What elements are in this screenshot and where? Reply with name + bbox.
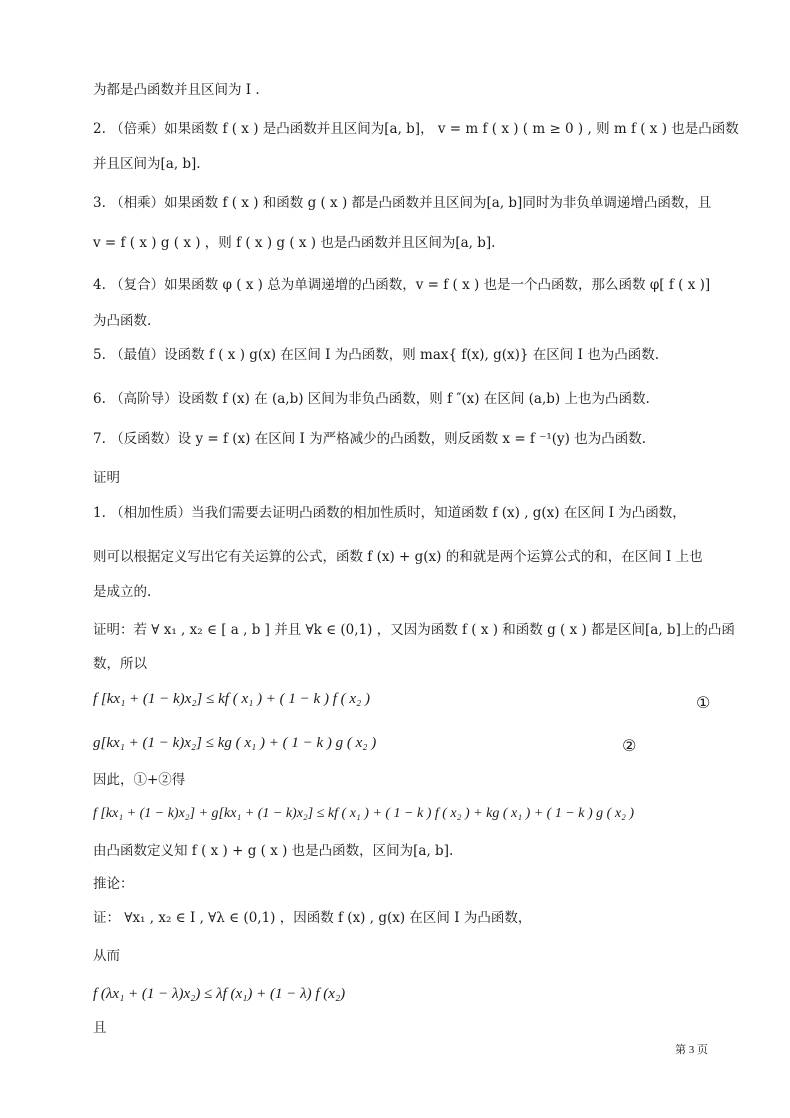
- text-line-8: 5. （最值）设函数 f ( x ) g(x) 在区间 I 为凸函数，则 max{ f(x), g(x)} 在区间 I 也为凸函数.: [93, 347, 660, 363]
- equation-2: g[kx₁ + (1 − k)x₂] ≤ kg ( x₁ ) + ( 1 − k ) g ( x₂ ): [93, 735, 377, 751]
- text-line-3: 并且区间为[a, b].: [93, 156, 201, 172]
- text-line-12: 1. （相加性质）当我们需要去证明凸函数的相加性质时，知道函数 f (x) , g(x) 在区间 I 为凸函数，: [93, 505, 686, 521]
- text-line-2: 2. （倍乘）如果函数 f ( x ) 是凸函数并且区间为[a, b]， v = m f ( x ) ( m ≥ 0 ) , 则 m f ( x ) 也是凸函数: [93, 121, 739, 137]
- equation-1: f [kx₁ + (1 − k)x₂] ≤ kf ( x₁ ) + ( 1 − k ) f ( x₂ ): [93, 691, 370, 707]
- text-line-6: 4. （复合）如果函数 φ ( x ) 总为单调递增的凸函数，v = f ( x ) 也是一个凸函数，那么函数 φ[ f ( x )]: [93, 277, 711, 293]
- text-line-26: 且: [93, 1020, 107, 1036]
- text-line-13: 则可以根据定义写出它有关运算的公式，函数 f (x) + g(x) 的和就是两个运算公式的和，在区间 I 上也: [93, 549, 703, 565]
- text-line-21: 由凸函数定义知 f ( x ) + g ( x ) 也是凸函数，区间为[a, b].: [93, 843, 454, 859]
- equation-sum: f [kx₁ + (1 − k)x₂] + g[kx₁ + (1 − k)x₂] ≤ kf ( x₁ ) + ( 1 − k ) f ( x₂ ) + kg ( x₁ ) + ( 1 − k ) g ( x₂ ): [93, 806, 635, 821]
- text-line-19: 因此，①+②得: [93, 772, 186, 788]
- text-line-24: 从而: [93, 948, 120, 964]
- text-line-4: 3. （相乘）如果函数 f ( x ) 和函数 g ( x ) 都是凸函数并且区间为[a, b]同时为非负单调递增凸函数，且: [93, 195, 712, 211]
- page-number: 第 3 页: [675, 1044, 708, 1056]
- text-line-11: 证明: [93, 470, 120, 486]
- text-line-9: 6. （高阶导）设函数 f (x) 在 (a,b) 区间为非负凸函数，则 f ″(x) 在区间 (a,b) 上也为凸函数.: [93, 391, 650, 407]
- text-line-16: 数，所以: [93, 656, 147, 672]
- equation-3: f (λx₁ + (1 − λ)x₂) ≤ λf (x₁) + (1 − λ) f (x₂): [93, 986, 346, 1002]
- equation-marker-2: ②: [622, 736, 637, 755]
- text-line-22: 推论：: [93, 876, 134, 892]
- text-line-10: 7. （反函数）设 y = f (x) 在区间 I 为严格减少的凸函数，则反函数 x = f ⁻¹(y) 也为凸函数.: [93, 431, 646, 447]
- text-line-7: 为凸函数.: [93, 313, 152, 329]
- equation-marker-1: ①: [696, 693, 711, 712]
- text-line-14: 是成立的.: [93, 584, 152, 600]
- text-line-23: 证： ∀x₁ , x₂ ∈ I , ∀λ ∈ (0,1) ，因函数 f (x) , g(x) 在区间 I 为凸函数，: [93, 910, 532, 926]
- text-line-5: v = f ( x ) g ( x ) ，则 f ( x ) g ( x ) 也是凸函数并且区间为[a, b].: [93, 235, 496, 251]
- text-line-15: 证明：若 ∀ x₁ , x₂ ∈ [ a , b ] 并且 ∀k ∈ (0,1) ，又因为函数 f ( x ) 和函数 g ( x ) 都是区间[a, b]上的凸函: [93, 622, 735, 638]
- text-line-1: 为都是凸函数并且区间为 I .: [93, 82, 260, 98]
